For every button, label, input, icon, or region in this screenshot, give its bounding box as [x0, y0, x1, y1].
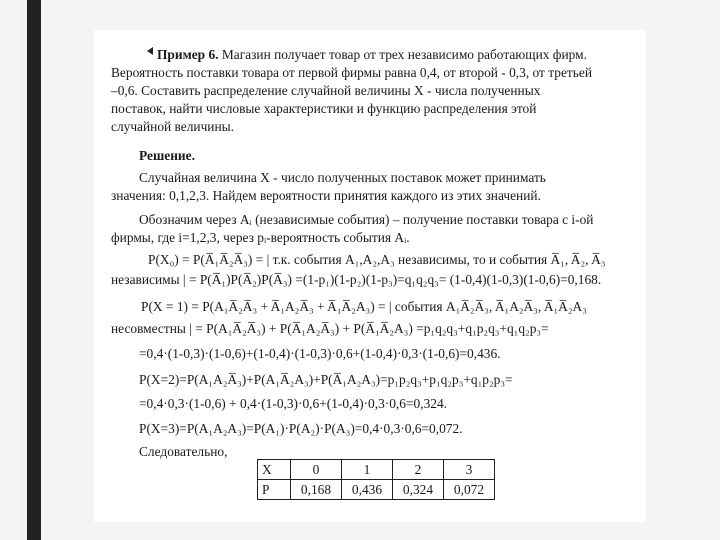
- problem-line-3: –0,6. Составить распределение случайной величины X - числа полученных: [111, 83, 541, 98]
- equation-x1-line-1: P(X = 1) = P(A₁A̅₂A̅₃ + A̅₁A₂A̅₃ + A̅₁A̅₂A₃) = | события A₁A̅₂A̅₃, A̅₁A₂A̅₃, A̅₁A̅₂A₃: [141, 299, 587, 314]
- equation-x2-line-1: P(X=2)=P(A₁A₂A̅₃)+P(A₁A̅₂A₃)+P(A̅₁A₂A₃)=p₁p₂q₃+p₁q₂p₃+q₁p₂p₃=: [139, 372, 513, 387]
- table-cell-p: 0,324: [393, 480, 444, 500]
- equation-x0-line-1: P(X₀) = P(A̅₁A̅₂A̅₃) = | т.к. события A₁,A₂,A₃ независимы, то и события A̅₁, A̅₂, A̅₃: [148, 252, 606, 267]
- table-row-x: [258, 460, 495, 480]
- solution-paragraph-1-line-2: значения: 0,1,2,3. Найдем вероятности принятия каждого из этих значений.: [111, 188, 541, 203]
- problem-line-5: случайной величины.: [111, 119, 234, 134]
- problem-text: Магазин получает товар от трех независимо работающих фирм.: [221, 47, 587, 62]
- table-header-p: P: [258, 480, 291, 500]
- equation-x1-line-3: =0,4·(1-0,3)·(1-0,6)+(1-0,4)·(1-0,3)·0,6+(1-0,4)·0,3·(1-0,6)=0,436.: [139, 346, 501, 361]
- equation-x0-line-2: независимы | = P(A̅₁)P(A̅₂)P(A̅₃) =(1-p₁)(1-p₂)(1-p₃)=q₁q₂q₃= (1-0,4)(1-0,3)(1-0,6)=0,168.: [111, 272, 602, 287]
- table-header-x: X: [258, 460, 291, 480]
- problem-line-4: поставок, найти числовые характеристики и функцию распределения этой: [111, 101, 537, 116]
- table-cell-p: 0,072: [444, 480, 495, 500]
- equation-x2-line-2: =0,4·0,3·(1-0,6) + 0,4·(1-0,3)·0,6+(1-0,4)·0,3·0,6=0,324.: [139, 396, 447, 411]
- table-cell-p: 0,436: [342, 480, 393, 500]
- problem-line-2: Вероятность поставки товара от первой фирмы равна 0,4, от второй - 0,3, от третьей: [111, 65, 592, 80]
- distribution-table: [257, 459, 495, 500]
- left-decorative-bar: [27, 0, 41, 540]
- table-cell-x: 1: [342, 460, 393, 480]
- solution-paragraph-2-line-1: Обозначим через Aᵢ (независимые события) – получение поставки товара с i-ой: [139, 212, 594, 227]
- conclusion-text: Следовательно,: [139, 444, 228, 459]
- table-cell-x: 0: [291, 460, 342, 480]
- solution-paragraph-2-line-2: фирмы, где i=1,2,3, через pᵢ-вероятность события Aᵢ.: [111, 230, 410, 245]
- table-cell-x: 3: [444, 460, 495, 480]
- table-row-p: [258, 480, 495, 500]
- triangle-bullet-icon: [147, 47, 153, 55]
- problem-heading: Пример 6.: [157, 47, 219, 62]
- problem-line-1: [157, 47, 587, 63]
- solution-heading: Решение.: [139, 148, 195, 163]
- solution-paragraph-1-line-1: Случайная величина X - число полученных поставок может принимать: [139, 170, 546, 185]
- table-cell-p: 0,168: [291, 480, 342, 500]
- table-cell-x: 2: [393, 460, 444, 480]
- equation-x1-line-2: несовместны | = P(A₁A̅₂A̅₃) + P(A̅₁A₂A̅₃) + P(A̅₁A̅₂A₃) =p₁q₂q₃+q₁p₂q₃+q₁q₂p₃=: [111, 321, 549, 336]
- equation-x3-line: P(X=3)=P(A₁A₂A₃)=P(A₁)·P(A₂)·P(A₃)=0,4·0,3·0,6=0,072.: [139, 421, 463, 436]
